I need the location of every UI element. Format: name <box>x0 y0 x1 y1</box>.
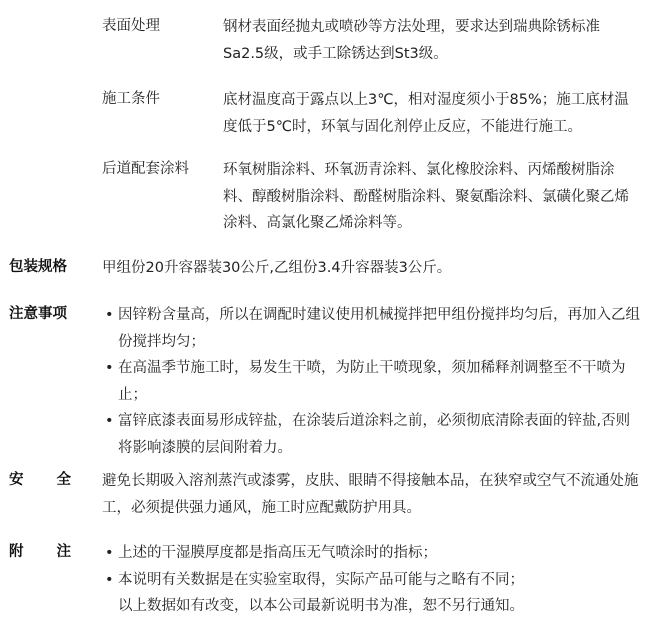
appendix-label-char: 注 <box>56 544 71 560</box>
notes-item: • 因锌粉含量高，所以在调配时建议使用机械搅拌把甲组份搅拌均匀后，再加入乙组份搅拌均匀； <box>102 302 644 355</box>
safety-label-char: 全 <box>56 472 71 488</box>
appendix-item: • 上述的干湿膜厚度都是指高压无气喷涂时的指标； <box>102 540 644 567</box>
notes-item: • 在高温季节施工时，易发生干喷，为防止干喷现象，须加稀释剂调整至不干喷为止； <box>102 355 644 408</box>
packaging-label: 包装规格 <box>9 259 67 275</box>
safety-text: 避免长期吸入溶剂蒸汽或漆雾，皮肤、眼睛不得接触本品，在狭窄或空气不流通处施工，必须提供强力通风，施工时应配戴防护用具。 <box>102 473 639 516</box>
topcoat-system-text: 环氧树脂涂料、环氧沥青涂料、氯化橡胶涂料、丙烯酸树脂涂料、醇酸树脂涂料、酚醛树脂涂料、聚氨酯涂料、氯磺化聚乙烯涂料、高氯化聚乙烯涂料等。 <box>223 162 629 231</box>
appendix-trailing-text: 以上数据如有改变，以本公司最新说明书为准，恕不另行通知。 <box>118 598 524 614</box>
surface-prep-text: 钢材表面经抛丸或喷砂等方法处理，要求达到瑞典除锈标准Sa2.5级，或手工除锈达到St3级。 <box>223 19 600 62</box>
notes-item: • 富锌底漆表面易形成锌盐，在涂装后道涂料之前，必须彻底清除表面的锌盐,否则将影响漆膜的层间附着力。 <box>102 408 644 461</box>
safety-label-char: 安 <box>9 472 24 488</box>
appendix-list <box>102 540 644 620</box>
application-conditions-text: 底材温度高于露点以上3℃，相对湿度须小于85%；施工底材温度低于5℃时，环氧与固化剂停止反应，不能进行施工。 <box>223 92 629 135</box>
packaging-text: 甲组份20升容器装30公斤,乙组份3.4升容器装3公斤。 <box>102 260 452 276</box>
application-conditions-label: 施工条件 <box>102 91 160 107</box>
appendix-label <box>9 540 71 561</box>
safety-label <box>9 468 71 489</box>
topcoat-system-label: 后道配套涂料 <box>102 161 189 177</box>
appendix-label-char: 附 <box>9 544 24 560</box>
appendix-item: • 本说明有关数据是在实验室取得，实际产品可能与之略有不同； <box>102 567 644 594</box>
notes-label: 注意事项 <box>9 306 67 322</box>
surface-prep-label: 表面处理 <box>102 18 160 34</box>
notes-list <box>102 302 644 461</box>
